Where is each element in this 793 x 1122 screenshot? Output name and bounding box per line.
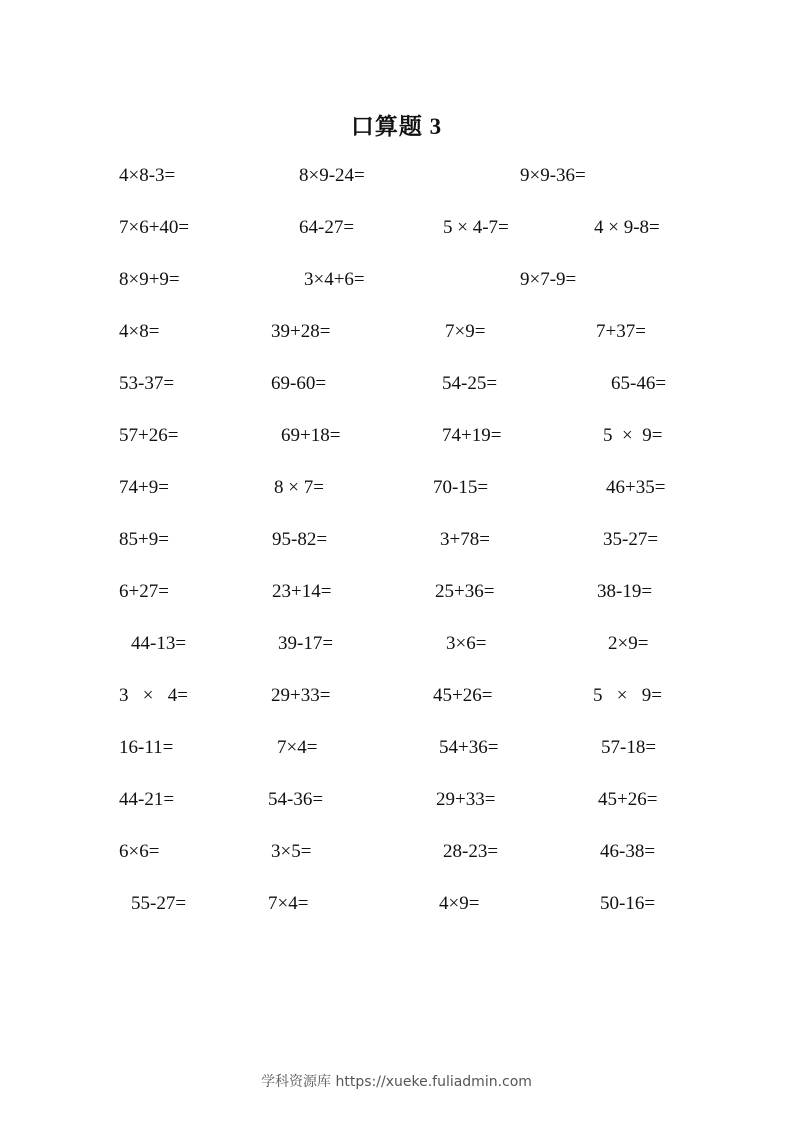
- problem-r4-c3: 7×9=: [445, 321, 486, 342]
- problem-r11-c4: 5 × 9=: [593, 685, 662, 706]
- problem-r8-c1: 85+9=: [119, 529, 169, 550]
- problem-r13-c4: 45+26=: [598, 789, 658, 810]
- problem-r14-c1: 6×6=: [119, 841, 160, 862]
- problem-r1-c1: 4×8-3=: [119, 165, 176, 186]
- problem-r5-c1: 53-37=: [119, 373, 175, 394]
- problem-r9-c3: 25+36=: [435, 581, 495, 602]
- problem-r4-c2: 39+28=: [271, 321, 331, 342]
- problem-r14-c2: 3×5=: [271, 841, 312, 862]
- problem-r6-c3: 74+19=: [442, 425, 502, 446]
- problem-r9-c1: 6+27=: [119, 581, 169, 602]
- problem-r10-c2: 39-17=: [278, 633, 334, 654]
- problem-r2-c4: 4 × 9-8=: [594, 217, 660, 238]
- problem-r8-c4: 35-27=: [603, 529, 659, 550]
- problem-r8-c2: 95-82=: [272, 529, 328, 550]
- problem-r3-c2: 3×4+6=: [304, 269, 365, 290]
- problem-r4-c4: 7+37=: [596, 321, 646, 342]
- problem-r4-c1: 4×8=: [119, 321, 160, 342]
- problem-r13-c2: 54-36=: [268, 789, 324, 810]
- problem-r1-c2: 8×9-24=: [299, 165, 365, 186]
- problem-r7-c1: 74+9=: [119, 477, 169, 498]
- page-title: 口算题 3: [350, 114, 443, 139]
- problem-r7-c4: 46+35=: [606, 477, 666, 498]
- problem-r2-c2: 64-27=: [299, 217, 355, 238]
- problem-r10-c1: 44-13=: [131, 633, 187, 654]
- problem-r11-c2: 29+33=: [271, 685, 331, 706]
- problem-r6-c4: 5 × 9=: [603, 425, 663, 446]
- problem-r2-c3: 5 × 4-7=: [443, 217, 509, 238]
- problem-r3-c3: 9×7-9=: [520, 269, 577, 290]
- problem-r13-c1: 44-21=: [119, 789, 175, 810]
- problem-r6-c1: 57+26=: [119, 425, 179, 446]
- problem-r9-c2: 23+14=: [272, 581, 332, 602]
- problem-r12-c3: 54+36=: [439, 737, 499, 758]
- footer-source-link: 学科资源库 https://xueke.fuliadmin.com: [261, 1074, 532, 1090]
- problem-r12-c2: 7×4=: [277, 737, 318, 758]
- problem-r10-c3: 3×6=: [446, 633, 487, 654]
- problem-r12-c1: 16-11=: [119, 737, 174, 758]
- problem-r9-c4: 38-19=: [597, 581, 653, 602]
- problem-r8-c3: 3+78=: [440, 529, 490, 550]
- problem-r6-c2: 69+18=: [281, 425, 341, 446]
- problem-r15-c2: 7×4=: [268, 893, 309, 914]
- problem-r5-c2: 69-60=: [271, 373, 327, 394]
- problem-r5-c3: 54-25=: [442, 373, 498, 394]
- problem-r15-c4: 50-16=: [600, 893, 656, 914]
- problem-r3-c1: 8×9+9=: [119, 269, 180, 290]
- problem-r5-c4: 65-46=: [611, 373, 667, 394]
- problem-r14-c4: 46-38=: [600, 841, 656, 862]
- problem-r15-c3: 4×9=: [439, 893, 480, 914]
- problem-r13-c3: 29+33=: [436, 789, 496, 810]
- problem-r12-c4: 57-18=: [601, 737, 657, 758]
- problem-r14-c3: 28-23=: [443, 841, 499, 862]
- problem-r11-c3: 45+26=: [433, 685, 493, 706]
- problem-r1-c3: 9×9-36=: [520, 165, 586, 186]
- problem-r2-c1: 7×6+40=: [119, 217, 190, 238]
- problem-r7-c2: 8 × 7=: [274, 477, 324, 498]
- problem-r11-c1: 3 × 4=: [119, 685, 188, 706]
- problem-r10-c4: 2×9=: [608, 633, 649, 654]
- problem-r15-c1: 55-27=: [131, 893, 187, 914]
- problem-r7-c3: 70-15=: [433, 477, 489, 498]
